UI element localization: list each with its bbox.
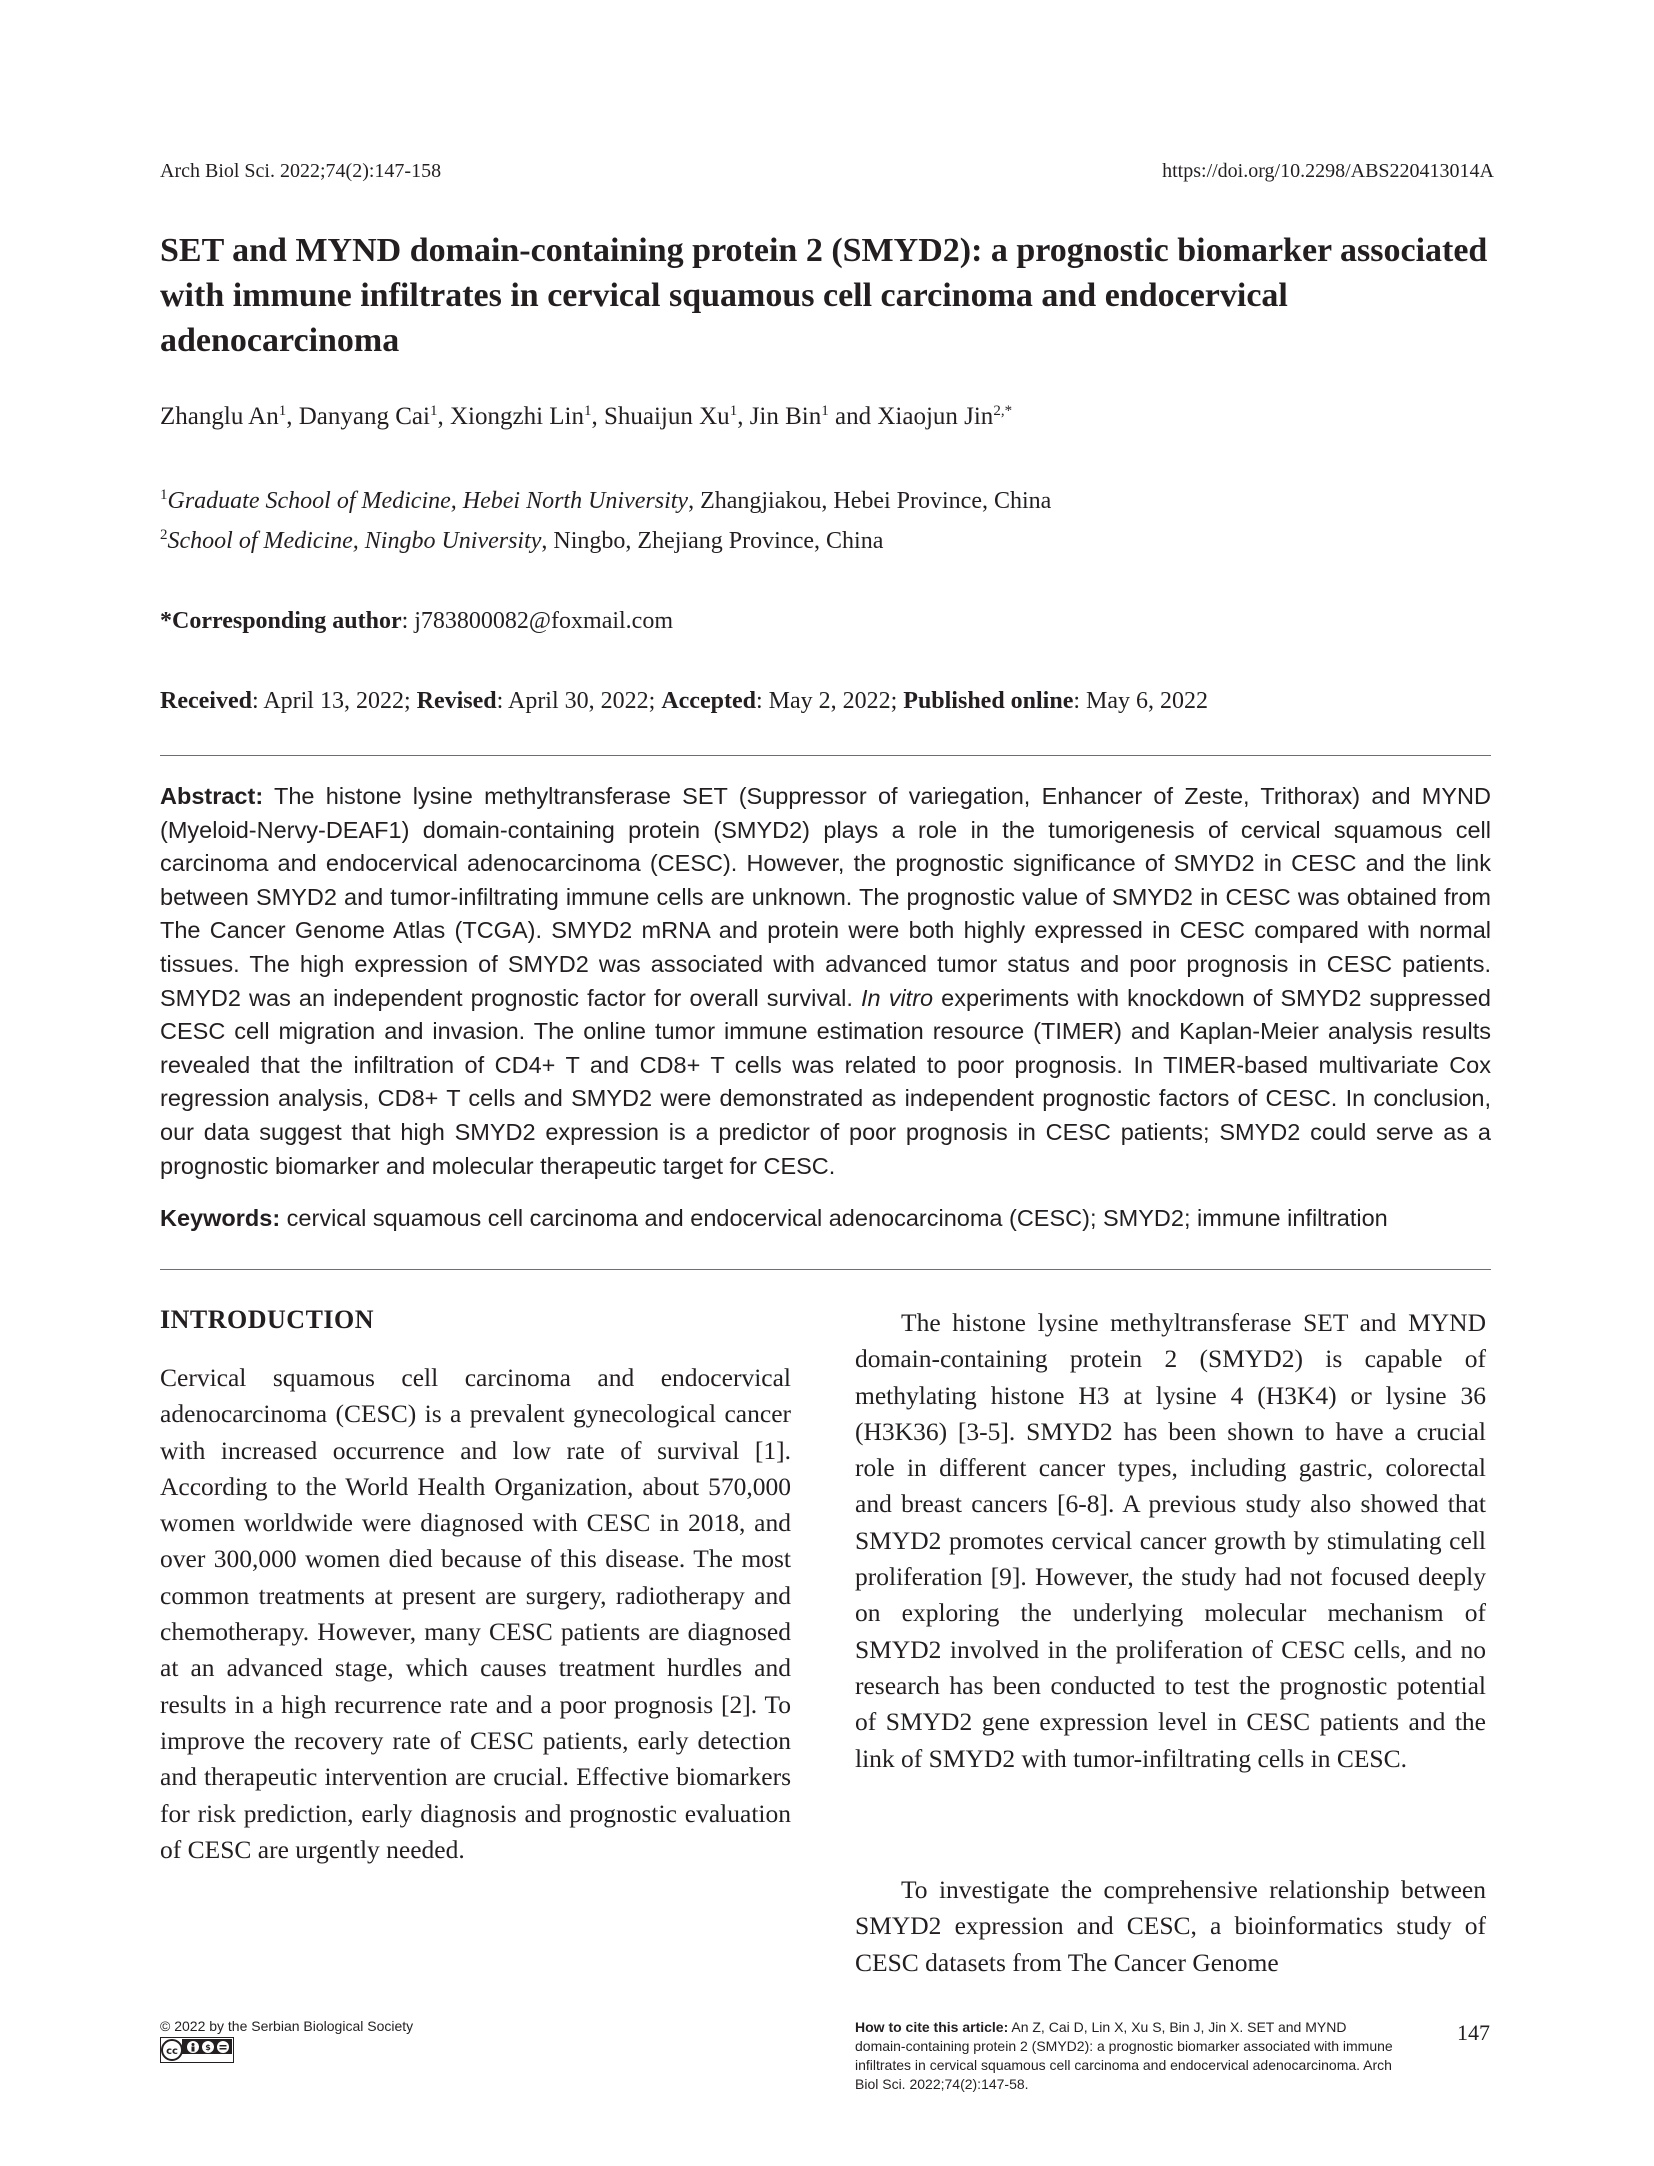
section-heading-introduction: INTRODUCTION — [160, 1305, 375, 1334]
body-paragraph: Cervical squamous cell carcinoma and endocervical adenocarcinoma (CESC) is a prevalent gynecological cancer with increased occurrence and low rate of survival [1]. According to the World Health Organization, about 570,000 women worldwide were diagnosed with CESC in 2018, and over 300,000 women died because of this disease. The most common treatments at present are surgery, radiotherapy and chemotherapy. However, many CESC patients are diagnosed at an advanced stage, which causes treatment hurdles and results in a high recurrence rate and a poor prognosis [2]. To improve the recovery rate of CESC patients, early detection and therapeutic intervention are crucial. Effective biomarkers for risk prediction, early diagnosis and prognostic evaluation of CESC are urgently needed. — [160, 1363, 791, 1864]
abstract-italic: In vitro — [861, 984, 934, 1011]
affiliation-marker: 2,* — [993, 403, 1013, 419]
doi-link[interactable]: https://doi.org/10.2298/ABS220413014A — [1162, 160, 1494, 182]
affiliation-2 — [160, 528, 883, 555]
author-list: Zhanglu An$^1$, Danyang Cai$^1$, Xiongzhi Lin$^1$, Shuaijun Xu$^1$, Jin Bin$^1$ and Xiaojun Jin$^{2,*}$ — [160, 403, 1013, 430]
keywords — [160, 1205, 1491, 1232]
affiliation-marker: 1 — [729, 403, 738, 419]
abstract-text: The histone lysine methyltransferase SET (Suppressor of variegation, Enhancer of Zeste, Trithorax) and MYND (Myeloid-Nervy-DEAF1) domain-containing protein (SMYD2) plays a role in the tumorigenesis of cervical squamous cell carcinoma and endocervical adenocarcinoma (CESC). However, the prognostic significance of SMYD2 in CESC and the link between SMYD2 and tumor-infiltrating immune cells are unknown. The prognostic value of SMYD2 in CESC was obtained from The Cancer Genome Atlas (TCGA). SMYD2 mRNA and protein were both highly expressed in CESC compared with normal tissues. The high expression of SMYD2 was associated with advanced tumor status and poor prognosis in CESC patients. SMYD2 was an independent prognostic factor for overall survival. — [160, 783, 1491, 1011]
author-conjunction: and — [834, 403, 872, 430]
affiliation-location: , Zhangjiakou, Hebei Province, China — [688, 488, 1052, 514]
abstract-text: experiments with knockdown of SMYD2 suppressed CESC cell migration and invasion. The online tumor immune estimation resource (TIMER) and Kaplan-Meier analysis results revealed that the infiltration of CD4+ T and CD8+ T cells was related to poor prognosis. In TIMER-based multivariate Cox regression analysis, CD8+ T cells and SMYD2 were demonstrated as independent prognostic factors of CESC. In conclusion, our data suggest that high SMYD2 expression is a predictor of poor prognosis in CESC patients; SMYD2 could serve as a prognostic biomarker and molecular therapeutic target for CESC. — [160, 984, 1491, 1179]
revised-label: Revised — [416, 688, 497, 714]
abstract-label: Abstract: — [160, 783, 264, 809]
keywords-label: Keywords: — [160, 1205, 281, 1231]
revised-date: : April 30, 2022; — [496, 688, 662, 714]
published-date: : May 6, 2022 — [1073, 688, 1209, 714]
article-title: SET and MYND domain-containing protein 2 (SMYD2): a prognostic biomarker associated with immune infiltrates in cervical squamous cell carcinoma and endocervical adenocarcinoma — [160, 232, 1488, 359]
citation-notice — [855, 2018, 1395, 2094]
creative-commons-license-icon[interactable] — [160, 2037, 234, 2063]
abstract — [160, 780, 1491, 1183]
journal-reference: Arch Biol Sci. 2022;74(2):147-158 — [160, 160, 442, 182]
svg-text:$: $ — [205, 2043, 211, 2052]
author-name: Zhanglu An — [160, 403, 279, 430]
corresponding-email[interactable]: : j783800082@foxmail.com — [401, 608, 673, 634]
author-name: Xiaojun Jin — [877, 403, 994, 430]
affiliation-marker: 1 — [278, 403, 287, 419]
divider-bottom — [160, 1269, 1491, 1270]
page-number: 147 — [1457, 2020, 1490, 2045]
affiliation-1 — [160, 488, 1051, 515]
received-label: Received — [160, 688, 252, 714]
affiliation-marker: 1 — [429, 403, 438, 419]
corresponding-author — [160, 608, 673, 635]
keywords-text: cervical squamous cell carcinoma and endocervical adenocarcinoma (CESC); SMYD2; immune infiltration — [280, 1205, 1388, 1231]
affiliation-institution: Graduate School of Medicine, Hebei North University — [167, 488, 689, 514]
author-name: Shuaijun Xu — [603, 403, 730, 430]
affiliation-number: 2 — [160, 527, 168, 543]
citation-text: An Z, Cai D, Lin X, Xu S, Bin J, Jin X. SET and MYND domain-containing protein 2 (SMYD2): a prognostic biomarker associated with immune infiltrates in cervical squamous cell carcinoma and endocervical adenocarcinoma. Arch Biol Sci. 2022;74(2):147-58. — [855, 2019, 1393, 2092]
accepted-label: Accepted — [661, 688, 756, 714]
body-paragraph: The histone lysine methyltransferase SET and MYND domain-containing protein 2 (SMYD2) is capable of methylating histone H3 at lysine 4 (H3K4) or lysine 36 (H3K36) [3-5]. SMYD2 has been shown to have a crucial role in different cancer types, including gastric, colorectal and breast cancers [6-8]. A previous study also showed that SMYD2 promotes cervical cancer growth by stimulating cell proliferation [9]. However, the study had not focused deeply on exploring the underlying molecular mechanism of SMYD2 involved in the proliferation of CESC cells, and no research has been conducted to test the prognostic potential of SMYD2 gene expression level in CESC patients and the link of SMYD2 with tumor-infiltrating cells in CESC. — [855, 1308, 1486, 1773]
affiliation-location: , Ningbo, Zhejiang Province, China — [541, 528, 884, 554]
copyright-notice: © 2022 by the Serbian Biological Society — [160, 2018, 414, 2034]
affiliation-marker: 1 — [583, 403, 592, 419]
article-dates — [160, 688, 1208, 715]
corresponding-label: *Corresponding author — [160, 608, 402, 634]
affiliation-institution: School of Medicine, Ningbo University — [167, 528, 542, 554]
svg-text:cc: cc — [166, 2046, 178, 2057]
divider-top — [160, 755, 1491, 756]
author-name: Danyang Cai — [298, 403, 430, 430]
affiliation-marker: 1 — [821, 403, 829, 419]
author-name: Jin Bin — [749, 403, 822, 430]
accepted-date: : May 2, 2022; — [755, 688, 904, 714]
author-name: Xiongzhi Lin — [449, 403, 584, 430]
body-paragraph: To investigate the comprehensive relationship between SMYD2 expression and CESC, a bioinformatics study of CESC datasets from The Cancer Genome — [855, 1875, 1486, 1977]
published-label: Published online — [903, 688, 1074, 714]
affiliation-number: 1 — [160, 487, 168, 503]
citation-label: How to cite this article: — [855, 2019, 1009, 2035]
received-date: : April 13, 2022; — [251, 688, 417, 714]
